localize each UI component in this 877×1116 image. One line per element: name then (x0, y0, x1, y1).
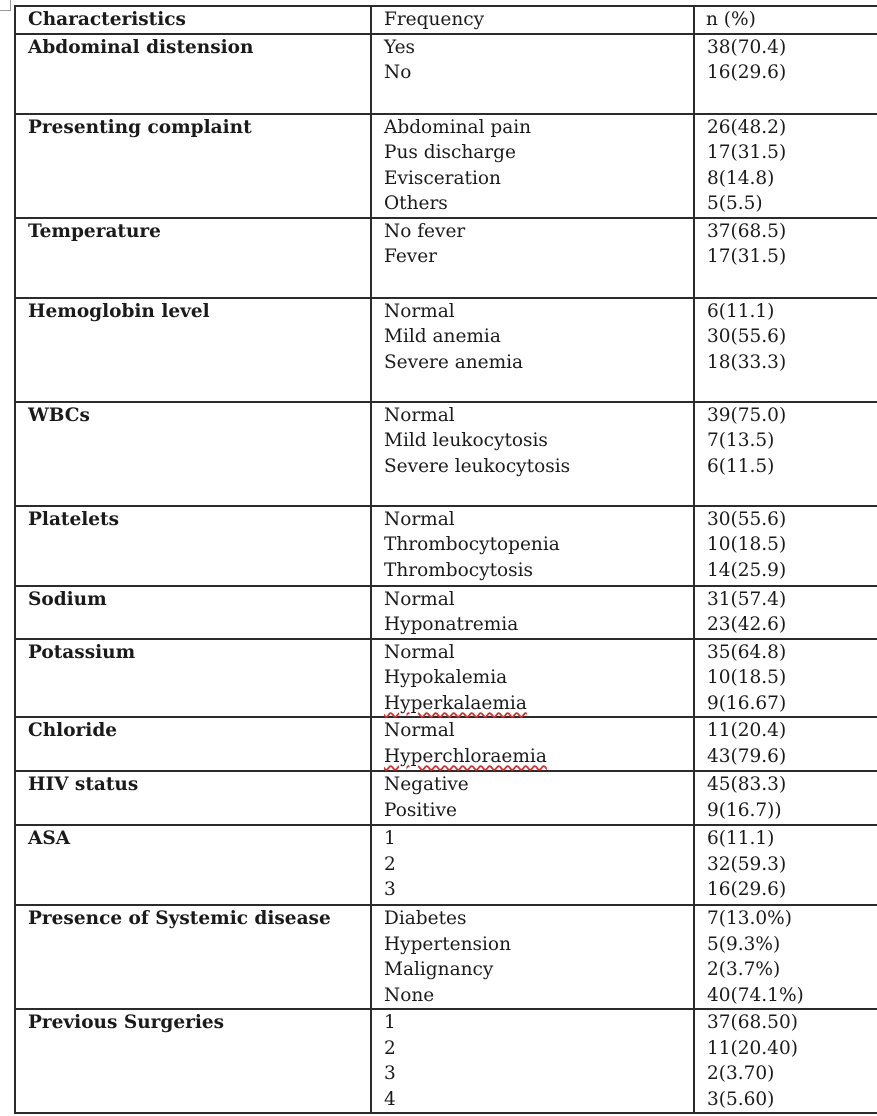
count-value: 6(11.1) (707, 300, 775, 322)
row-characteristic: HIV status (15, 771, 371, 825)
row-characteristic: Platelets (15, 506, 371, 586)
count-value: 16(29.6) (707, 62, 787, 83)
frequency-label: Yes (384, 36, 416, 58)
frequency-cell (371, 771, 694, 825)
count-value: 40(74.1%) (707, 984, 804, 1006)
frequency-label: Malignancy (384, 959, 494, 980)
frequency-cell (371, 506, 694, 586)
row-characteristic: Chloride (15, 717, 371, 771)
table-row (15, 639, 877, 718)
frequency-label: Severe leukocytosis (384, 455, 571, 477)
frequency-label: Hypertension (384, 933, 511, 955)
frequency-cell (371, 639, 694, 718)
frequency-label: 4 (384, 1088, 396, 1110)
frequency-label: 1 (384, 1012, 396, 1033)
frequency-label: Negative (384, 774, 469, 795)
table-row (15, 298, 877, 402)
table-row (15, 402, 877, 506)
row-characteristic: Abdominal distension (15, 34, 371, 114)
frequency-label: 3 (384, 879, 396, 900)
count-value: 9(16.67) (707, 692, 787, 714)
count-value: 32(59.3) (707, 853, 787, 875)
count-cell (694, 717, 877, 771)
count-cell (694, 298, 877, 402)
frequency-label: Hypokalemia (384, 667, 508, 688)
frequency-label: Hyperchloraemia (384, 745, 547, 767)
count-cell (694, 905, 877, 1009)
row-characteristic: Temperature (15, 218, 371, 298)
count-value: 18(33.3) (707, 351, 787, 373)
frequency-label: Mild leukocytosis (384, 430, 548, 451)
table-row (15, 771, 877, 825)
table-row (15, 218, 877, 298)
count-value: 38(70.4) (707, 36, 787, 58)
frequency-label: Diabetes (384, 908, 467, 929)
frequency-label: Normal (384, 641, 455, 663)
count-cell (694, 34, 877, 114)
count-value: 10(18.5) (707, 534, 787, 555)
frequency-label: Normal (384, 588, 455, 610)
header-n-percent: n (%) (694, 6, 877, 34)
count-value: 10(18.5) (707, 667, 787, 688)
frequency-cell (371, 905, 694, 1009)
frequency-label: 2 (384, 853, 396, 875)
count-value: 30(55.6) (707, 326, 787, 347)
count-cell (694, 402, 877, 506)
header-row (15, 6, 877, 34)
frequency-label: Mild anemia (384, 326, 501, 347)
frequency-cell (371, 218, 694, 298)
count-value: 45(83.3) (707, 774, 787, 795)
header-characteristics: Characteristics (15, 6, 371, 34)
frequency-label: Normal (384, 508, 455, 530)
table-row (15, 1009, 877, 1113)
frequency-label: Positive (384, 799, 457, 821)
count-value: 17(31.5) (707, 142, 787, 163)
count-value: 37(68.5) (707, 220, 787, 242)
table-row (15, 905, 877, 1009)
row-characteristic: Potassium (15, 639, 371, 718)
frequency-label: Hyponatremia (384, 614, 519, 635)
row-characteristic: Sodium (15, 586, 371, 639)
count-value: 11(20.40) (707, 1037, 798, 1059)
count-value: 2(3.70) (707, 1063, 775, 1084)
frequency-label: Thrombocytopenia (384, 534, 560, 555)
count-value: 2(3.7%) (707, 959, 781, 980)
count-cell (694, 218, 877, 298)
table-row (15, 586, 877, 639)
table-row (15, 506, 877, 586)
count-value: 23(42.6) (707, 614, 787, 635)
count-cell (694, 771, 877, 825)
count-value: 5(9.3%) (707, 933, 781, 955)
row-characteristic: Previous Surgeries (15, 1009, 371, 1113)
row-characteristic: Presence of Systemic disease (15, 905, 371, 1009)
frequency-cell (371, 402, 694, 506)
table-row (15, 825, 877, 905)
row-characteristic: WBCs (15, 402, 371, 506)
count-value: 6(11.1) (707, 828, 775, 849)
count-cell (694, 1009, 877, 1113)
count-value: 43(79.6) (707, 745, 787, 767)
count-value: 30(55.6) (707, 508, 787, 530)
header-frequency: Frequency (371, 6, 694, 34)
table-row (15, 34, 877, 114)
document-corner-mark (0, 0, 11, 11)
frequency-label: Normal (384, 720, 455, 741)
frequency-label: Fever (384, 246, 438, 267)
count-cell (694, 114, 877, 218)
count-value: 5(5.5) (707, 193, 763, 214)
frequency-cell (371, 298, 694, 402)
row-characteristic: ASA (15, 825, 371, 905)
count-value: 37(68.50) (707, 1012, 798, 1033)
count-value: 7(13.0%) (707, 908, 792, 929)
frequency-label: Severe anemia (384, 351, 524, 373)
count-value: 16(29.6) (707, 879, 787, 900)
count-value: 3(5.60) (707, 1088, 775, 1110)
frequency-cell (371, 825, 694, 905)
frequency-label: None (384, 984, 435, 1006)
frequency-label: Evisceration (384, 167, 501, 189)
characteristics-table (14, 5, 877, 1114)
frequency-label: No fever (384, 220, 466, 242)
frequency-label: Pus discharge (384, 142, 516, 163)
count-value: 14(25.9) (707, 559, 787, 581)
frequency-label: 3 (384, 1063, 396, 1084)
count-value: 9(16.7)) (707, 799, 782, 821)
frequency-label: Others (384, 193, 448, 214)
count-cell (694, 825, 877, 905)
frequency-cell (371, 114, 694, 218)
frequency-label: Hyperkalaemia (384, 692, 527, 714)
frequency-label: 2 (384, 1037, 396, 1059)
row-characteristic: Presenting complaint (15, 114, 371, 218)
count-cell (694, 639, 877, 718)
count-value: 31(57.4) (707, 588, 787, 610)
frequency-label: 1 (384, 828, 396, 849)
frequency-label: Abdominal pain (384, 116, 532, 138)
count-value: 8(14.8) (707, 167, 775, 189)
count-value: 17(31.5) (707, 246, 787, 267)
frequency-label: Normal (384, 404, 455, 426)
row-characteristic: Hemoglobin level (15, 298, 371, 402)
table-row (15, 717, 877, 771)
frequency-cell (371, 717, 694, 771)
frequency-label: Thrombocytosis (384, 559, 534, 581)
count-value: 39(75.0) (707, 404, 787, 426)
count-value: 7(13.5) (707, 430, 775, 451)
table-row (15, 114, 877, 218)
frequency-cell (371, 586, 694, 639)
count-value: 26(48.2) (707, 116, 787, 138)
count-value: 6(11.5) (707, 455, 775, 477)
count-value: 11(20.4) (707, 720, 787, 741)
count-cell (694, 586, 877, 639)
count-value: 35(64.8) (707, 641, 787, 663)
count-cell (694, 506, 877, 586)
frequency-label: No (384, 62, 412, 83)
frequency-label: Normal (384, 300, 455, 322)
frequency-cell (371, 34, 694, 114)
frequency-cell (371, 1009, 694, 1113)
